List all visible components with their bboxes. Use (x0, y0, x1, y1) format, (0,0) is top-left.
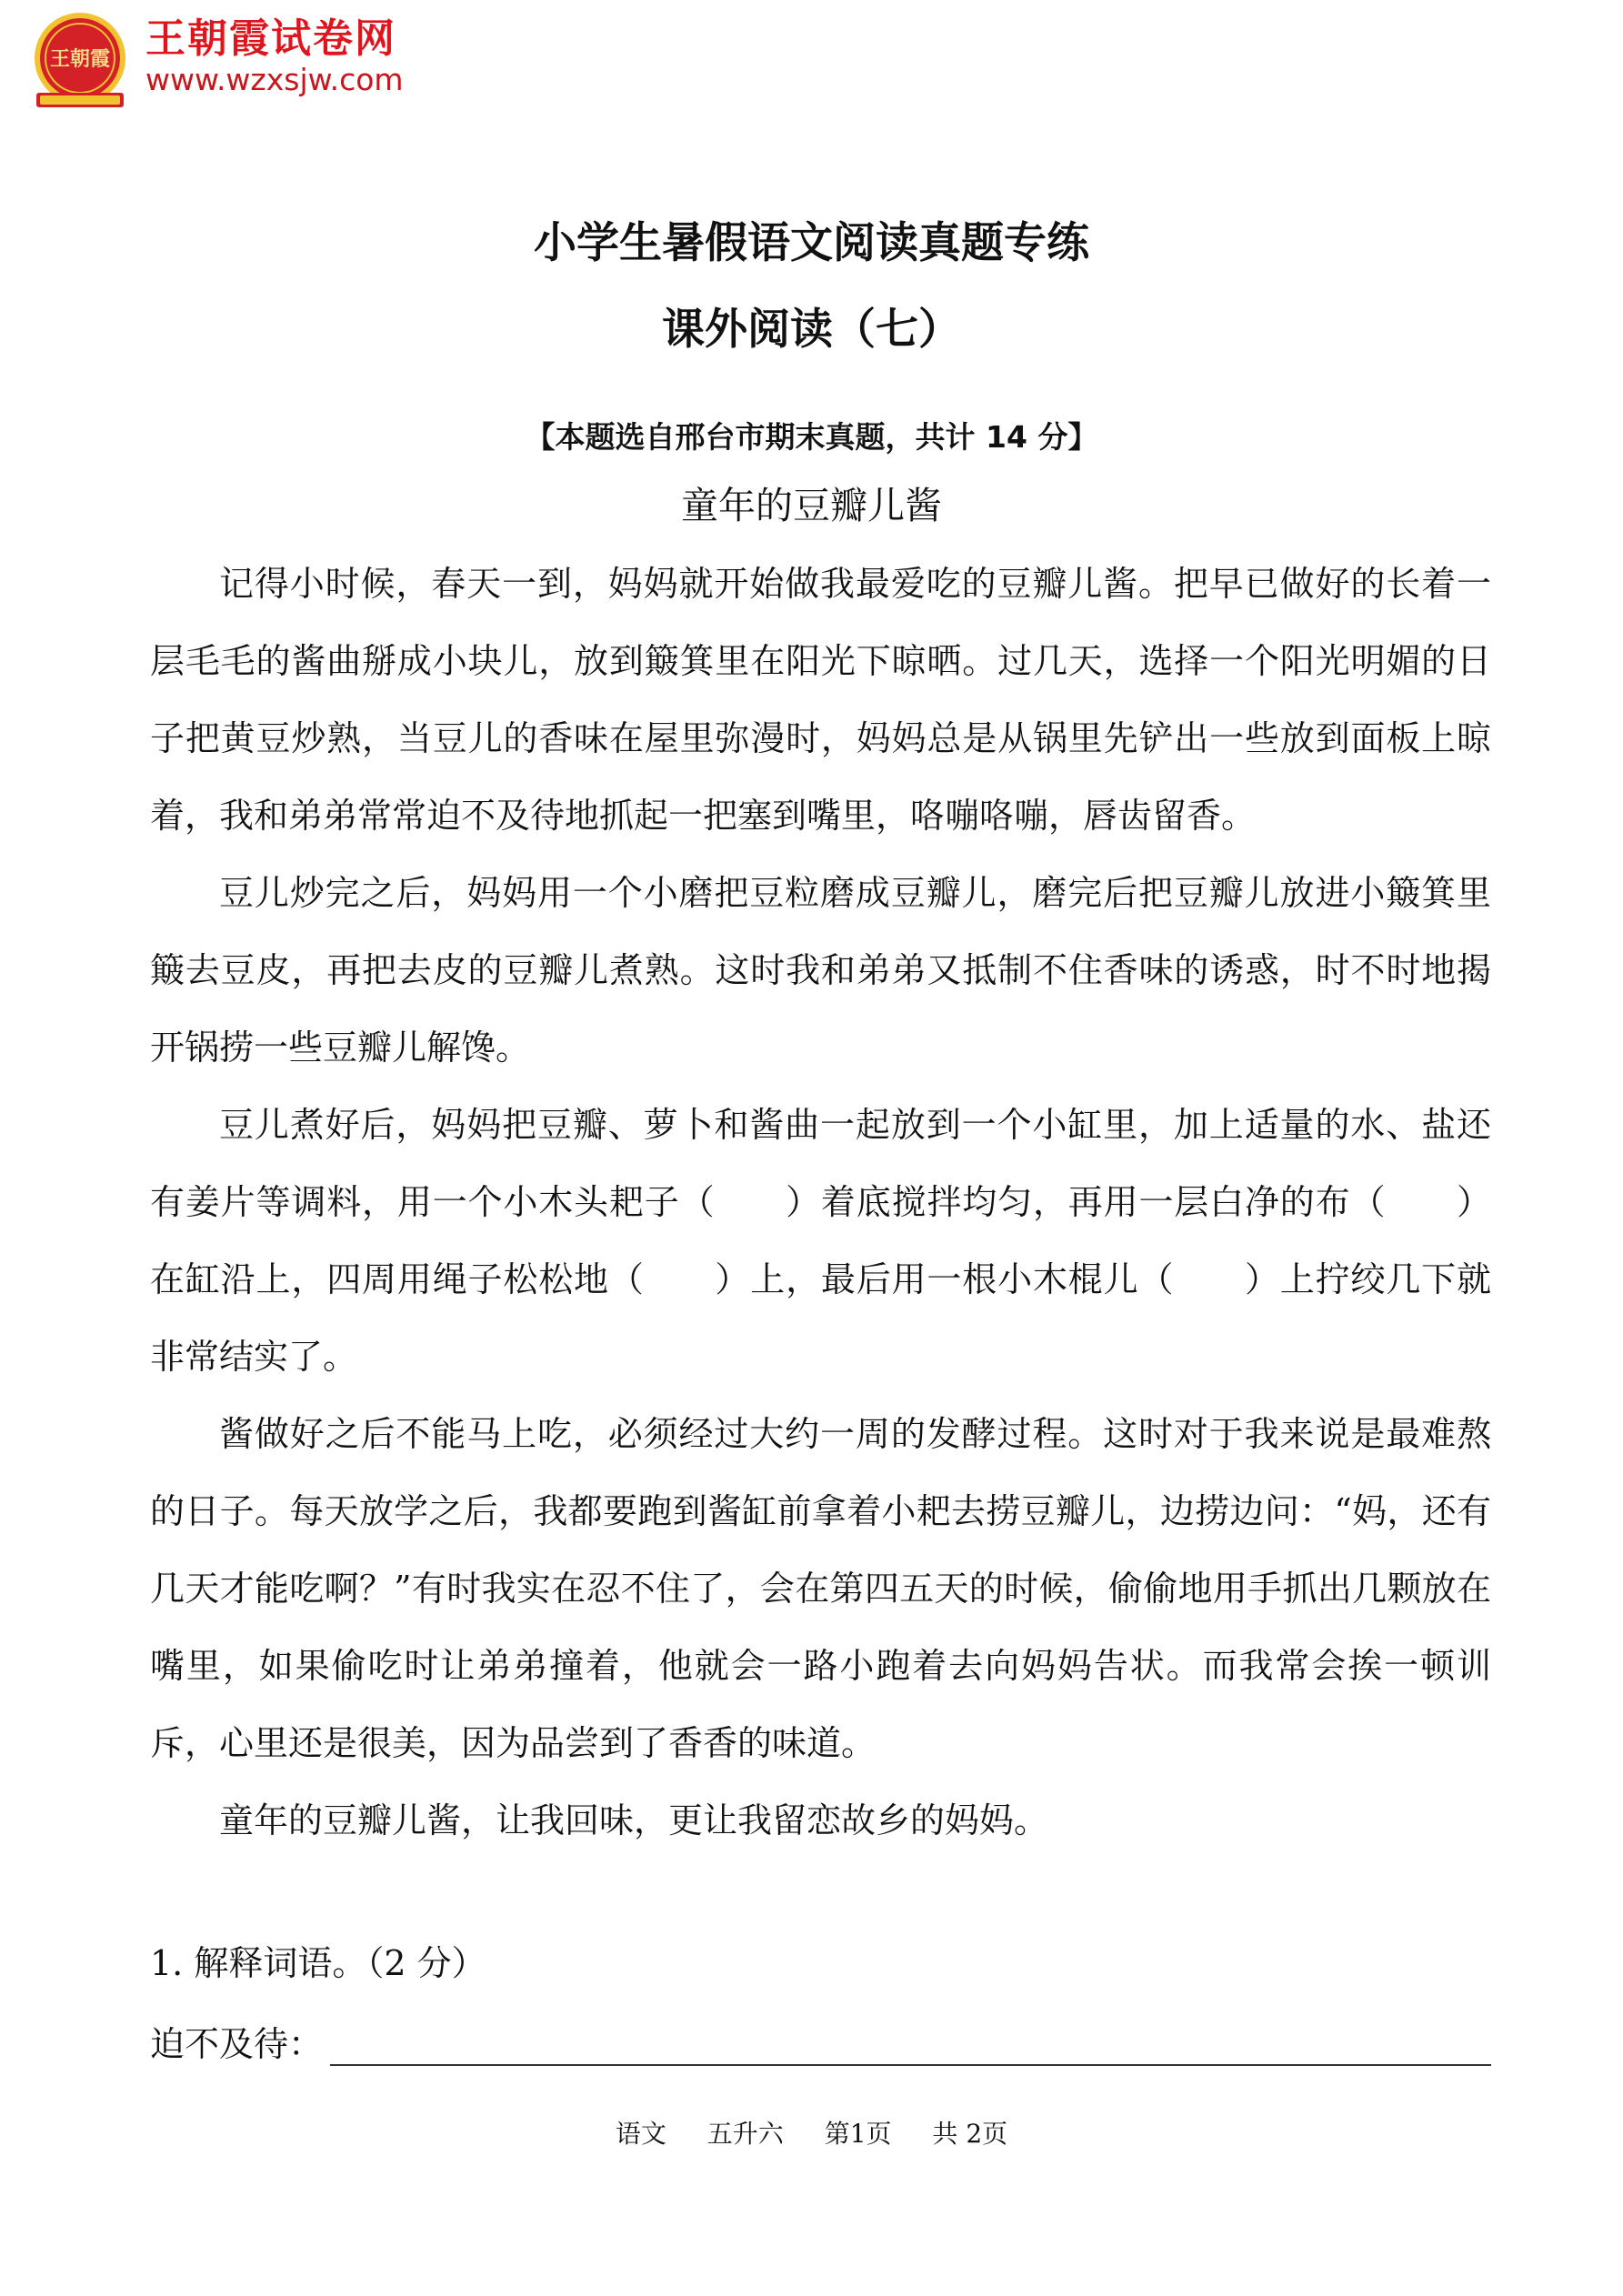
answer-line[interactable] (330, 2024, 1491, 2066)
passage-body (150, 546, 1491, 1860)
question-1-heading: 1. 解释词语。（2 分） (150, 1943, 486, 1983)
footer-subject: 语文 (615, 2119, 666, 2149)
passage-title: 童年的豆瓣儿酱 (681, 484, 942, 527)
paragraph-4: 酱做好之后不能马上吃，必须经过大约一周的发酵过程。这时对于我来说是最难熬的日子。每天放学之后，我都要跑到酱缸前拿着小耙去捞豆瓣儿，边捞边问：“妈，还有几天才能吃啊？”有时我实在忍不住了，会在第四五天的时候，偷偷地用手抓出几颗放在嘴里，如果偷吃时让弟弟撞着，他就会一路小跑着去向妈妈告状。而我常会挨一顿训斥，心里还是很美，因为品尝到了香香的味道。 (150, 1414, 1491, 1763)
footer-grade: 五升六 (706, 2119, 784, 2149)
footer-total: 共 2页 (932, 2119, 1008, 2149)
question-1-row (150, 2011, 1491, 2066)
paragraph-1: 记得小时候，春天一到，妈妈就开始做我最爱吃的豆瓣儿酱。把早已做好的长着一层毛毛的酱曲掰成小块儿，放到簸箕里在阳光下晾晒。过几天，选择一个阳光明媚的日子把黄豆炒熟，当豆儿的香味在屋里弥漫时，妈妈总是从锅里先铲出一些放到面板上晾着，我和弟弟常常迫不及待地抓起一把塞到嘴里，咯嘣咯嘣，唇齿留香。 (150, 564, 1491, 836)
source-note: 【本题选自邢台市期末真题，共计 14 分】 (525, 419, 1098, 455)
paragraph-5: 童年的豆瓣儿酱，让我回味，更让我留恋故乡的妈妈。 (219, 1800, 1049, 1840)
page-title: 小学生暑假语文阅读真题专练 (534, 218, 1089, 268)
paragraph-3: 豆儿煮好后，妈妈把豆瓣、萝卜和酱曲一起放到一个小缸里，加上适量的水、盐还有姜片等调料，用一个小木头耙子（ ）着底搅拌均匀，再用一层白净的布（ ）在缸沿上，四周用绳子松松地（ ）上，最后用一根小木棍儿（ ）上拧绞几下就非常结实了。 (150, 1105, 1491, 1377)
brand-seal-logo (25, 5, 135, 115)
question-1-term: 迫不及待： (150, 2024, 324, 2064)
paragraph-2: 豆儿炒完之后，妈妈用一个小磨把豆粒磨成豆瓣儿，磨完后把豆瓣儿放进小簸箕里簸去豆皮，再把去皮的豆瓣儿煮熟。这时我和弟弟又抵制不住香味的诱惑，时不时地揭开锅捞一些豆瓣儿解馋。 (150, 873, 1491, 1068)
brand-name: 王朝霞试卷网 (145, 15, 396, 62)
page-subtitle: 课外阅读（七） (662, 305, 961, 355)
brand-url[interactable]: www.wzxsjw.com (145, 62, 404, 97)
seal-text: 王朝霞 (49, 48, 111, 71)
page-footer (0, 2114, 1623, 2151)
footer-page: 第1页 (824, 2119, 892, 2149)
